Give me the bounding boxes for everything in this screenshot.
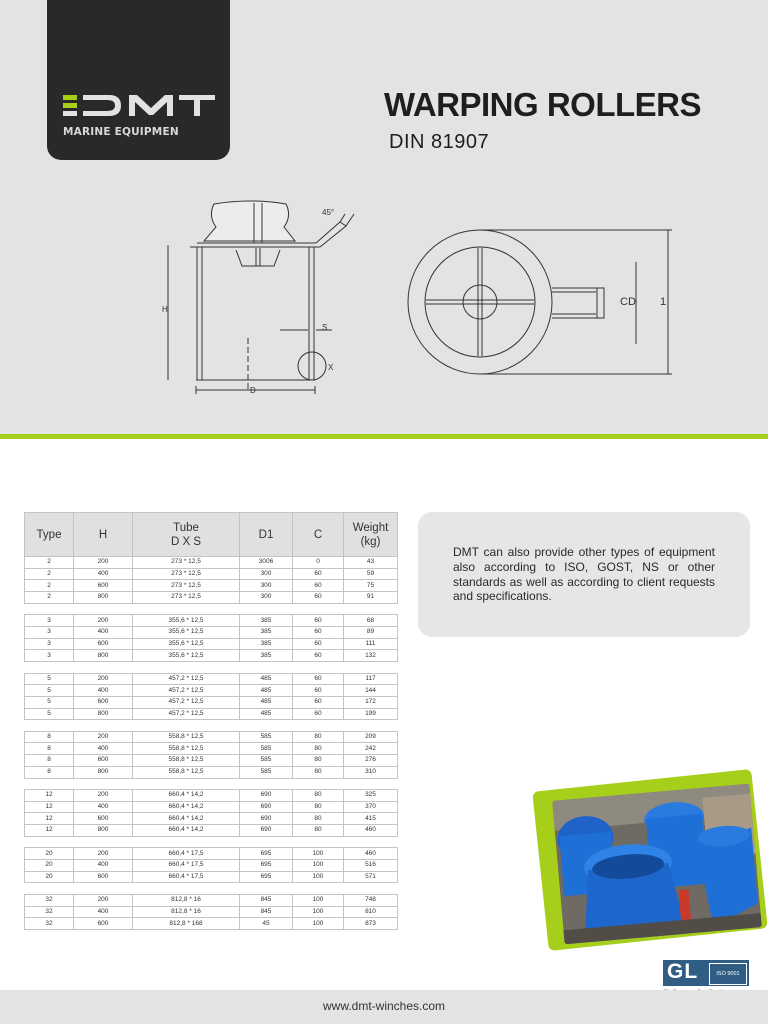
table-cell: 59 <box>344 568 398 580</box>
table-cell: 100 <box>293 918 344 930</box>
table-row <box>25 638 398 650</box>
table-cell: 660,4 * 17,5 <box>133 871 240 883</box>
table-cell: 558,8 * 12,5 <box>133 755 240 767</box>
table-cell: 2 <box>25 592 74 604</box>
table-cell: 485 <box>240 685 293 697</box>
table-cell: 810 <box>344 906 398 918</box>
table-cell: 100 <box>293 894 344 906</box>
table-cell: 812,8 * 16 <box>133 906 240 918</box>
table-group-spacer <box>25 720 398 732</box>
table-cell: 12 <box>25 790 74 802</box>
table-cell: 485 <box>240 696 293 708</box>
table-cell: 385 <box>240 638 293 650</box>
height-label: H <box>162 305 168 314</box>
table-cell: 845 <box>240 906 293 918</box>
table-cell: 80 <box>293 755 344 767</box>
table-cell: 457,2 * 12,5 <box>133 673 240 685</box>
table-cell: 516 <box>344 859 398 871</box>
table-cell: 60 <box>293 708 344 720</box>
table-row <box>25 871 398 883</box>
table-cell: 571 <box>344 871 398 883</box>
table-cell: 60 <box>293 696 344 708</box>
table-cell: 68 <box>344 615 398 627</box>
thickness-label: S <box>322 323 328 332</box>
table-row <box>25 755 398 767</box>
angle-label: 45° <box>322 208 335 217</box>
table-cell: 3 <box>25 626 74 638</box>
website-link[interactable]: www.dmt-winches.com <box>322 999 446 1013</box>
table-cell: 8 <box>25 755 74 767</box>
table-cell: 660,4 * 14,2 <box>133 801 240 813</box>
table-header-row <box>25 513 398 557</box>
table-cell: 355,6 * 12,5 <box>133 626 240 638</box>
table-cell: 12 <box>25 813 74 825</box>
table-cell: 690 <box>240 801 293 813</box>
table-cell: 415 <box>344 813 398 825</box>
table-cell: 60 <box>293 568 344 580</box>
table-cell: 460 <box>344 848 398 860</box>
table-cell: 812,8 * 168 <box>133 918 240 930</box>
table-cell: 60 <box>293 580 344 592</box>
table-cell: 585 <box>240 731 293 743</box>
table-cell: 209 <box>344 731 398 743</box>
table-cell: 2 <box>25 580 74 592</box>
table-cell: 100 <box>293 871 344 883</box>
logo-tagline: MARINE EQUIPMEN <box>63 126 179 138</box>
table-cell: 200 <box>74 557 133 569</box>
table-row <box>25 557 398 569</box>
table-cell: 558,8 * 12,5 <box>133 766 240 778</box>
table-cell: 457,2 * 12,5 <box>133 708 240 720</box>
table-group-spacer <box>25 778 398 790</box>
table-cell: 20 <box>25 871 74 883</box>
table-cell: 660,4 * 17,5 <box>133 859 240 871</box>
footer <box>0 990 768 1024</box>
page-title: WARPING ROLLERS <box>384 86 702 123</box>
table-cell: 80 <box>293 766 344 778</box>
table-cell: 117 <box>344 673 398 685</box>
table-row <box>25 708 398 720</box>
table-row <box>25 673 398 685</box>
table-cell: 200 <box>74 894 133 906</box>
table-cell: 3 <box>25 615 74 627</box>
table-group-spacer <box>25 883 398 895</box>
table-row <box>25 825 398 837</box>
table-cell: 300 <box>240 580 293 592</box>
table-cell: 8 <box>25 731 74 743</box>
table-cell: 310 <box>344 766 398 778</box>
table-cell: 400 <box>74 906 133 918</box>
table-cell: 460 <box>344 825 398 837</box>
table-cell: 172 <box>344 696 398 708</box>
table-cell: 400 <box>74 801 133 813</box>
table-cell: 32 <box>25 906 74 918</box>
table-cell: 60 <box>293 638 344 650</box>
accent-divider <box>0 434 768 439</box>
table-group-spacer <box>25 603 398 615</box>
table-row <box>25 592 398 604</box>
gl-certification-badge <box>663 960 749 986</box>
table-cell: 600 <box>74 918 133 930</box>
table-row <box>25 568 398 580</box>
table-cell: 558,8 * 12,5 <box>133 743 240 755</box>
table-cell: 385 <box>240 650 293 662</box>
table-cell: 800 <box>74 825 133 837</box>
warping-roller-photo-icon <box>552 784 762 945</box>
table-cell: 60 <box>293 685 344 697</box>
table-cell: 20 <box>25 848 74 860</box>
table-row <box>25 743 398 755</box>
dimension-one-label: 1 <box>660 296 667 308</box>
table-cell: 660,4 * 14,2 <box>133 790 240 802</box>
table-cell: 695 <box>240 859 293 871</box>
table-cell: 43 <box>344 557 398 569</box>
table-cell: 400 <box>74 568 133 580</box>
table-cell: 600 <box>74 871 133 883</box>
table-cell: 8 <box>25 766 74 778</box>
table-cell: 5 <box>25 708 74 720</box>
table-cell: 385 <box>240 615 293 627</box>
table-row <box>25 790 398 802</box>
table-cell: 12 <box>25 825 74 837</box>
table-cell: 200 <box>74 731 133 743</box>
table-cell: 80 <box>293 743 344 755</box>
table-cell: 600 <box>74 755 133 767</box>
table-cell: 89 <box>344 626 398 638</box>
table-row <box>25 626 398 638</box>
table-row <box>25 894 398 906</box>
table-cell: 695 <box>240 871 293 883</box>
table-cell: 273 * 12,5 <box>133 557 240 569</box>
table-cell: 585 <box>240 755 293 767</box>
table-cell: 60 <box>293 615 344 627</box>
table-cell: 3 <box>25 650 74 662</box>
table-cell: 748 <box>344 894 398 906</box>
table-cell: 690 <box>240 813 293 825</box>
table-cell: 400 <box>74 685 133 697</box>
table-cell: 355,6 * 12,5 <box>133 650 240 662</box>
table-cell: 600 <box>74 580 133 592</box>
table-cell: 80 <box>293 825 344 837</box>
table-cell: 144 <box>344 685 398 697</box>
table-cell: 273 * 12,5 <box>133 592 240 604</box>
table-row <box>25 848 398 860</box>
table-row <box>25 685 398 697</box>
col-header-weight: Weight (kg) <box>344 513 398 557</box>
info-text: DMT can also provide other types of equipment also according to ISO, GOST, NS or other standards as well as according to client requests and specifications. <box>453 545 715 604</box>
table-cell: 600 <box>74 813 133 825</box>
table-cell: 585 <box>240 766 293 778</box>
table-cell: 80 <box>293 801 344 813</box>
table-cell: 200 <box>74 673 133 685</box>
table-cell: 75 <box>344 580 398 592</box>
product-photo <box>552 784 762 945</box>
table-cell: 300 <box>240 592 293 604</box>
table-row <box>25 696 398 708</box>
table-row <box>25 801 398 813</box>
table-cell: 20 <box>25 859 74 871</box>
table-cell: 32 <box>25 894 74 906</box>
table-row <box>25 906 398 918</box>
table-cell: 80 <box>293 813 344 825</box>
table-row <box>25 859 398 871</box>
table-cell: 60 <box>293 650 344 662</box>
info-box <box>418 512 750 637</box>
technical-drawing <box>150 190 710 410</box>
table-cell: 5 <box>25 685 74 697</box>
table-cell: 660,4 * 17,5 <box>133 848 240 860</box>
table-cell: 558,8 * 12,5 <box>133 731 240 743</box>
col-header-type: Type <box>25 513 74 557</box>
table-cell: 32 <box>25 918 74 930</box>
table-cell: 45 <box>240 918 293 930</box>
table-group-spacer <box>25 662 398 674</box>
table-cell: 12 <box>25 801 74 813</box>
diameter-label: D <box>250 386 256 395</box>
table-cell: 60 <box>293 592 344 604</box>
table-cell: 200 <box>74 790 133 802</box>
table-cell: 800 <box>74 592 133 604</box>
table-cell: 400 <box>74 859 133 871</box>
table-cell: 242 <box>344 743 398 755</box>
table-cell: 400 <box>74 626 133 638</box>
table-row <box>25 766 398 778</box>
table-cell: 2 <box>25 568 74 580</box>
table-cell: 5 <box>25 673 74 685</box>
table-cell: 2 <box>25 557 74 569</box>
table-cell: 370 <box>344 801 398 813</box>
table-cell: 600 <box>74 696 133 708</box>
table-cell: 457,2 * 12,5 <box>133 685 240 697</box>
table-cell: 111 <box>344 638 398 650</box>
table-cell: 660,4 * 14,2 <box>133 825 240 837</box>
table-cell: 325 <box>344 790 398 802</box>
table-cell: 355,6 * 12,5 <box>133 615 240 627</box>
table-cell: 100 <box>293 906 344 918</box>
table-row <box>25 650 398 662</box>
table-cell: 812,8 * 16 <box>133 894 240 906</box>
table-row <box>25 918 398 930</box>
iso-label: ISO 9001 <box>709 963 747 985</box>
table-cell: 276 <box>344 755 398 767</box>
table-cell: 91 <box>344 592 398 604</box>
table-cell: 80 <box>293 731 344 743</box>
table-cell: 457,2 * 12,5 <box>133 696 240 708</box>
table-cell: 690 <box>240 790 293 802</box>
table-cell: 80 <box>293 790 344 802</box>
table-cell: 385 <box>240 626 293 638</box>
table-row <box>25 813 398 825</box>
table-row <box>25 580 398 592</box>
table-cell: 100 <box>293 859 344 871</box>
table-cell: 660,4 * 14,2 <box>133 813 240 825</box>
table-cell: 273 * 12,5 <box>133 580 240 592</box>
table-cell: 800 <box>74 766 133 778</box>
gl-logo-text: GL <box>667 960 699 983</box>
table-cell: 600 <box>74 638 133 650</box>
table-cell: 355,6 * 12,5 <box>133 638 240 650</box>
table-cell: 3 <box>25 638 74 650</box>
page-subtitle: DIN 81907 <box>389 131 490 153</box>
company-logo[interactable] <box>47 0 230 160</box>
col-header-d1: D1 <box>240 513 293 557</box>
table-cell: 695 <box>240 848 293 860</box>
table-cell: 60 <box>293 626 344 638</box>
dmt-logo-icon <box>61 92 217 126</box>
table-cell: 60 <box>293 673 344 685</box>
table-cell: 845 <box>240 894 293 906</box>
col-header-h: H <box>74 513 133 557</box>
table-cell: 485 <box>240 708 293 720</box>
cd-label: CD <box>620 296 636 308</box>
table-cell: 100 <box>293 848 344 860</box>
table-cell: 199 <box>344 708 398 720</box>
table-cell: 800 <box>74 650 133 662</box>
table-cell: 3006 <box>240 557 293 569</box>
table-cell: 5 <box>25 696 74 708</box>
table-cell: 400 <box>74 743 133 755</box>
table-row <box>25 731 398 743</box>
table-group-spacer <box>25 836 398 848</box>
table-cell: 873 <box>344 918 398 930</box>
col-header-c: C <box>293 513 344 557</box>
specifications-table <box>24 512 398 930</box>
table-cell: 8 <box>25 743 74 755</box>
table-cell: 0 <box>293 557 344 569</box>
table-cell: 690 <box>240 825 293 837</box>
table-cell: 132 <box>344 650 398 662</box>
table-row <box>25 615 398 627</box>
table-cell: 800 <box>74 708 133 720</box>
col-header-tube: Tube D X S <box>133 513 240 557</box>
table-cell: 300 <box>240 568 293 580</box>
table-cell: 200 <box>74 848 133 860</box>
table-cell: 273 * 12,5 <box>133 568 240 580</box>
table-cell: 485 <box>240 673 293 685</box>
table-cell: 585 <box>240 743 293 755</box>
detail-label: X <box>328 363 334 372</box>
table-cell: 200 <box>74 615 133 627</box>
